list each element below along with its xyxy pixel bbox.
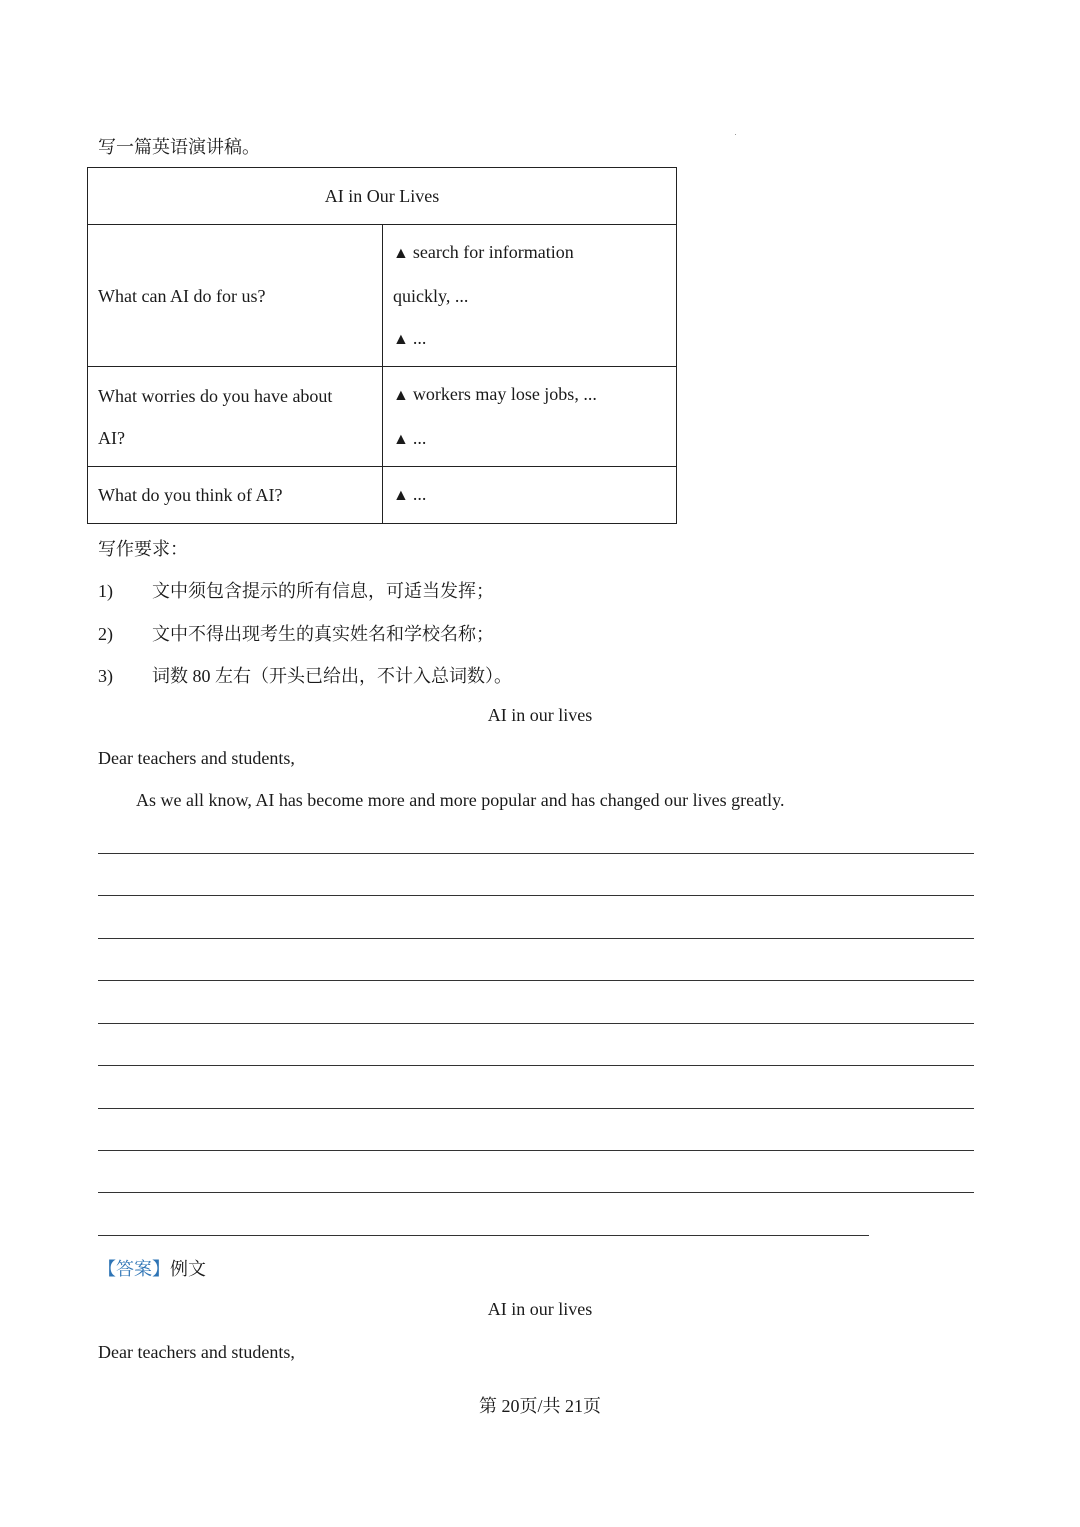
table-row	[88, 225, 677, 367]
scan-speck	[735, 134, 736, 135]
writing-line[interactable]	[98, 1023, 974, 1024]
essay-opening: As we all know, AI has become more and more popular and has changed our lives greatly.	[136, 790, 785, 810]
requirement-item: 1) 文中须包含提示的所有信息，可适当发挥；	[98, 581, 494, 601]
outline-table	[87, 167, 677, 524]
answer-title: AI in our lives	[487, 1299, 593, 1319]
answer-bracket-label: 【答案】	[98, 1259, 170, 1279]
writing-line[interactable]	[98, 1192, 974, 1193]
task-instruction: 写一篇英语演讲稿。	[98, 137, 260, 157]
essay-greeting: Dear teachers and students,	[98, 748, 295, 768]
requirement-item: 3) 词数 80 左右（开头已给出，不计入总词数）。	[98, 666, 512, 686]
bullet-point: ▲ ...	[393, 327, 427, 348]
question-cell: What worries do you have about AI?	[88, 367, 383, 467]
points-cell	[383, 367, 677, 467]
question-cell: What can AI do for us?	[88, 225, 383, 367]
answer-label: 【答案】例文	[98, 1259, 206, 1279]
page-number: 第 20页/共 21页	[478, 1396, 601, 1416]
triangle-bullet-icon: ▲	[393, 487, 409, 504]
points-cell	[383, 225, 677, 367]
table-row	[88, 467, 677, 524]
answer-greeting: Dear teachers and students,	[98, 1342, 295, 1362]
writing-line[interactable]	[98, 1235, 869, 1236]
table-row	[88, 367, 677, 467]
triangle-bullet-icon: ▲	[393, 330, 409, 348]
writing-line[interactable]	[98, 938, 974, 939]
bullet-point-continuation: quickly, ...	[393, 285, 469, 306]
writing-line[interactable]	[98, 980, 974, 981]
points-cell	[383, 467, 677, 524]
writing-line[interactable]	[98, 1065, 974, 1066]
writing-line[interactable]	[98, 1150, 974, 1151]
bullet-point: ▲ ...	[393, 484, 427, 504]
writing-line[interactable]	[98, 895, 974, 896]
triangle-bullet-icon: ▲	[393, 430, 409, 448]
writing-line[interactable]	[98, 1108, 974, 1109]
bullet-point: ▲ workers may lose jobs, ...	[393, 383, 597, 404]
requirements-heading: 写作要求：	[98, 539, 188, 559]
question-cell: What do you think of AI?	[88, 467, 383, 524]
triangle-bullet-icon: ▲	[393, 386, 409, 404]
writing-line[interactable]	[98, 853, 974, 854]
triangle-bullet-icon: ▲	[393, 244, 409, 262]
essay-title: AI in our lives	[487, 705, 593, 725]
requirement-item: 2) 文中不得出现考生的真实姓名和学校名称；	[98, 624, 494, 644]
bullet-point: ▲ search for information	[393, 241, 574, 262]
bullet-point: ▲ ...	[393, 427, 427, 448]
outline-table-title: AI in Our Lives	[88, 168, 677, 225]
